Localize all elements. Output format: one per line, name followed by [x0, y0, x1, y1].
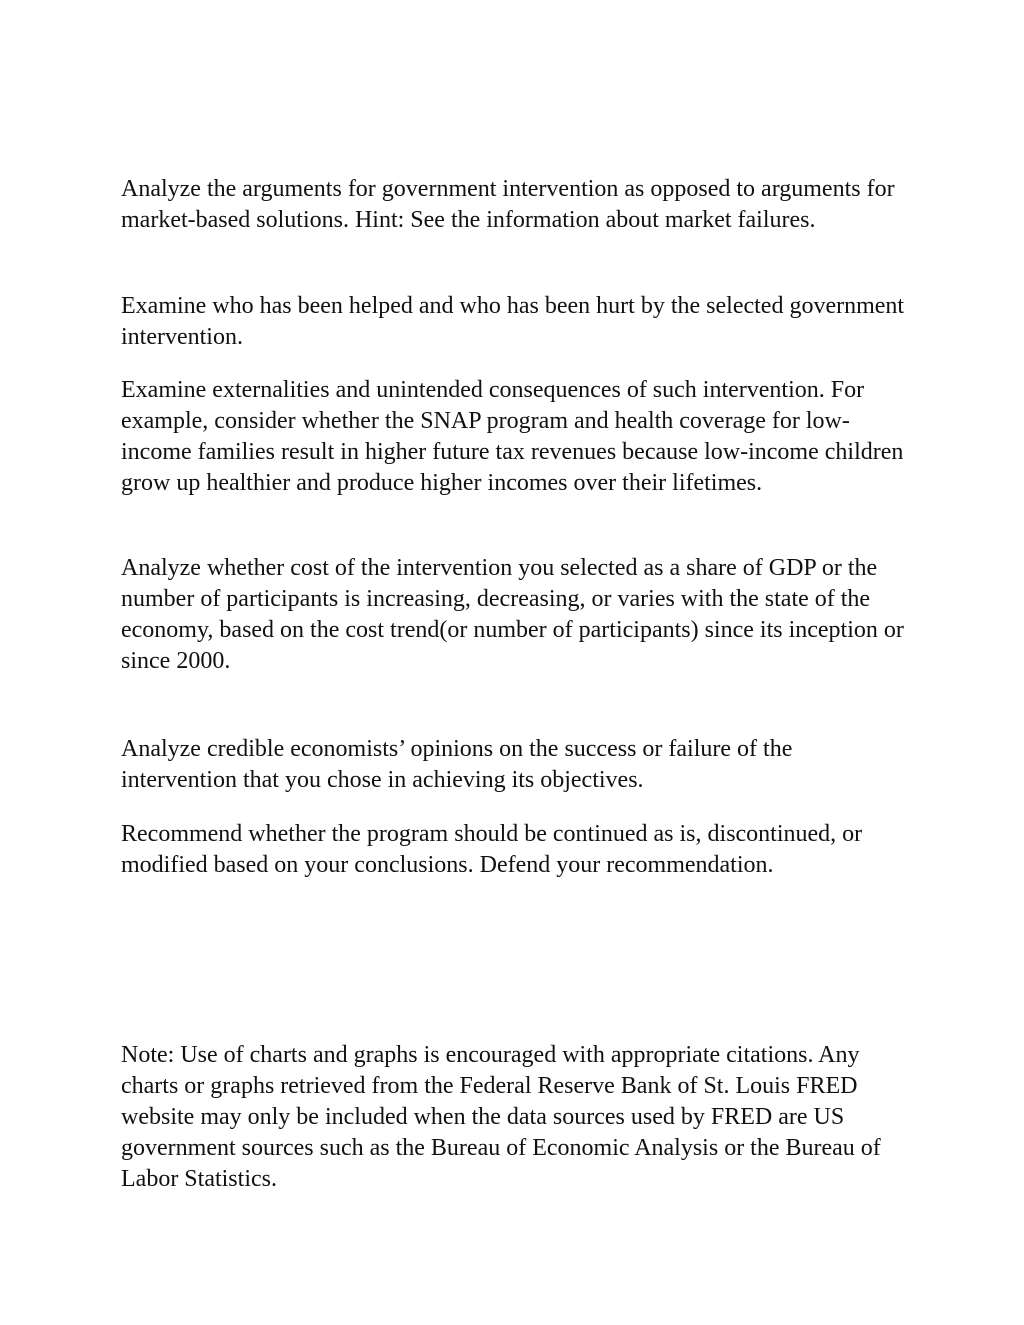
- paragraph-note-charts-graphs: Note: Use of charts and graphs is encouraged with appropriate citations. Any charts or graphs retrieved from the Federal Reserve Bank of St. Louis FRED website may only be included when the data sources used by FRED are US government sources such as the Bureau of Economic Analysis or the Bureau of Labor Statistics.: [121, 1042, 881, 1192]
- paragraph-economists-opinions: Analyze credible economists’ opinions on the success or failure of the intervention that you chose in achieving its objectives.: [121, 736, 793, 793]
- paragraph-cost-trend: Analyze whether cost of the intervention you selected as a share of GDP or the number of participants is increasing, decreasing, or varies with the state of the economy, based on the cost trend(or number of participants) since its inception or since 2000.: [121, 555, 904, 674]
- paragraph-government-intervention-arguments: Analyze the arguments for government intervention as opposed to arguments for market-based solutions. Hint: See the information about market failures.: [121, 176, 895, 233]
- paragraph-recommendation: Recommend whether the program should be continued as is, discontinued, or modified based on your conclusions. Defend your recommendation.: [121, 821, 863, 878]
- paragraph-externalities: Examine externalities and unintended consequences of such intervention. For example, consider whether the SNAP program and health coverage for low-income families result in higher future tax revenues because low-income children grow up healthier and produce higher incomes over their lifetimes.: [121, 377, 904, 496]
- paragraph-helped-and-hurt: Examine who has been helped and who has been hurt by the selected government intervention.: [121, 293, 905, 350]
